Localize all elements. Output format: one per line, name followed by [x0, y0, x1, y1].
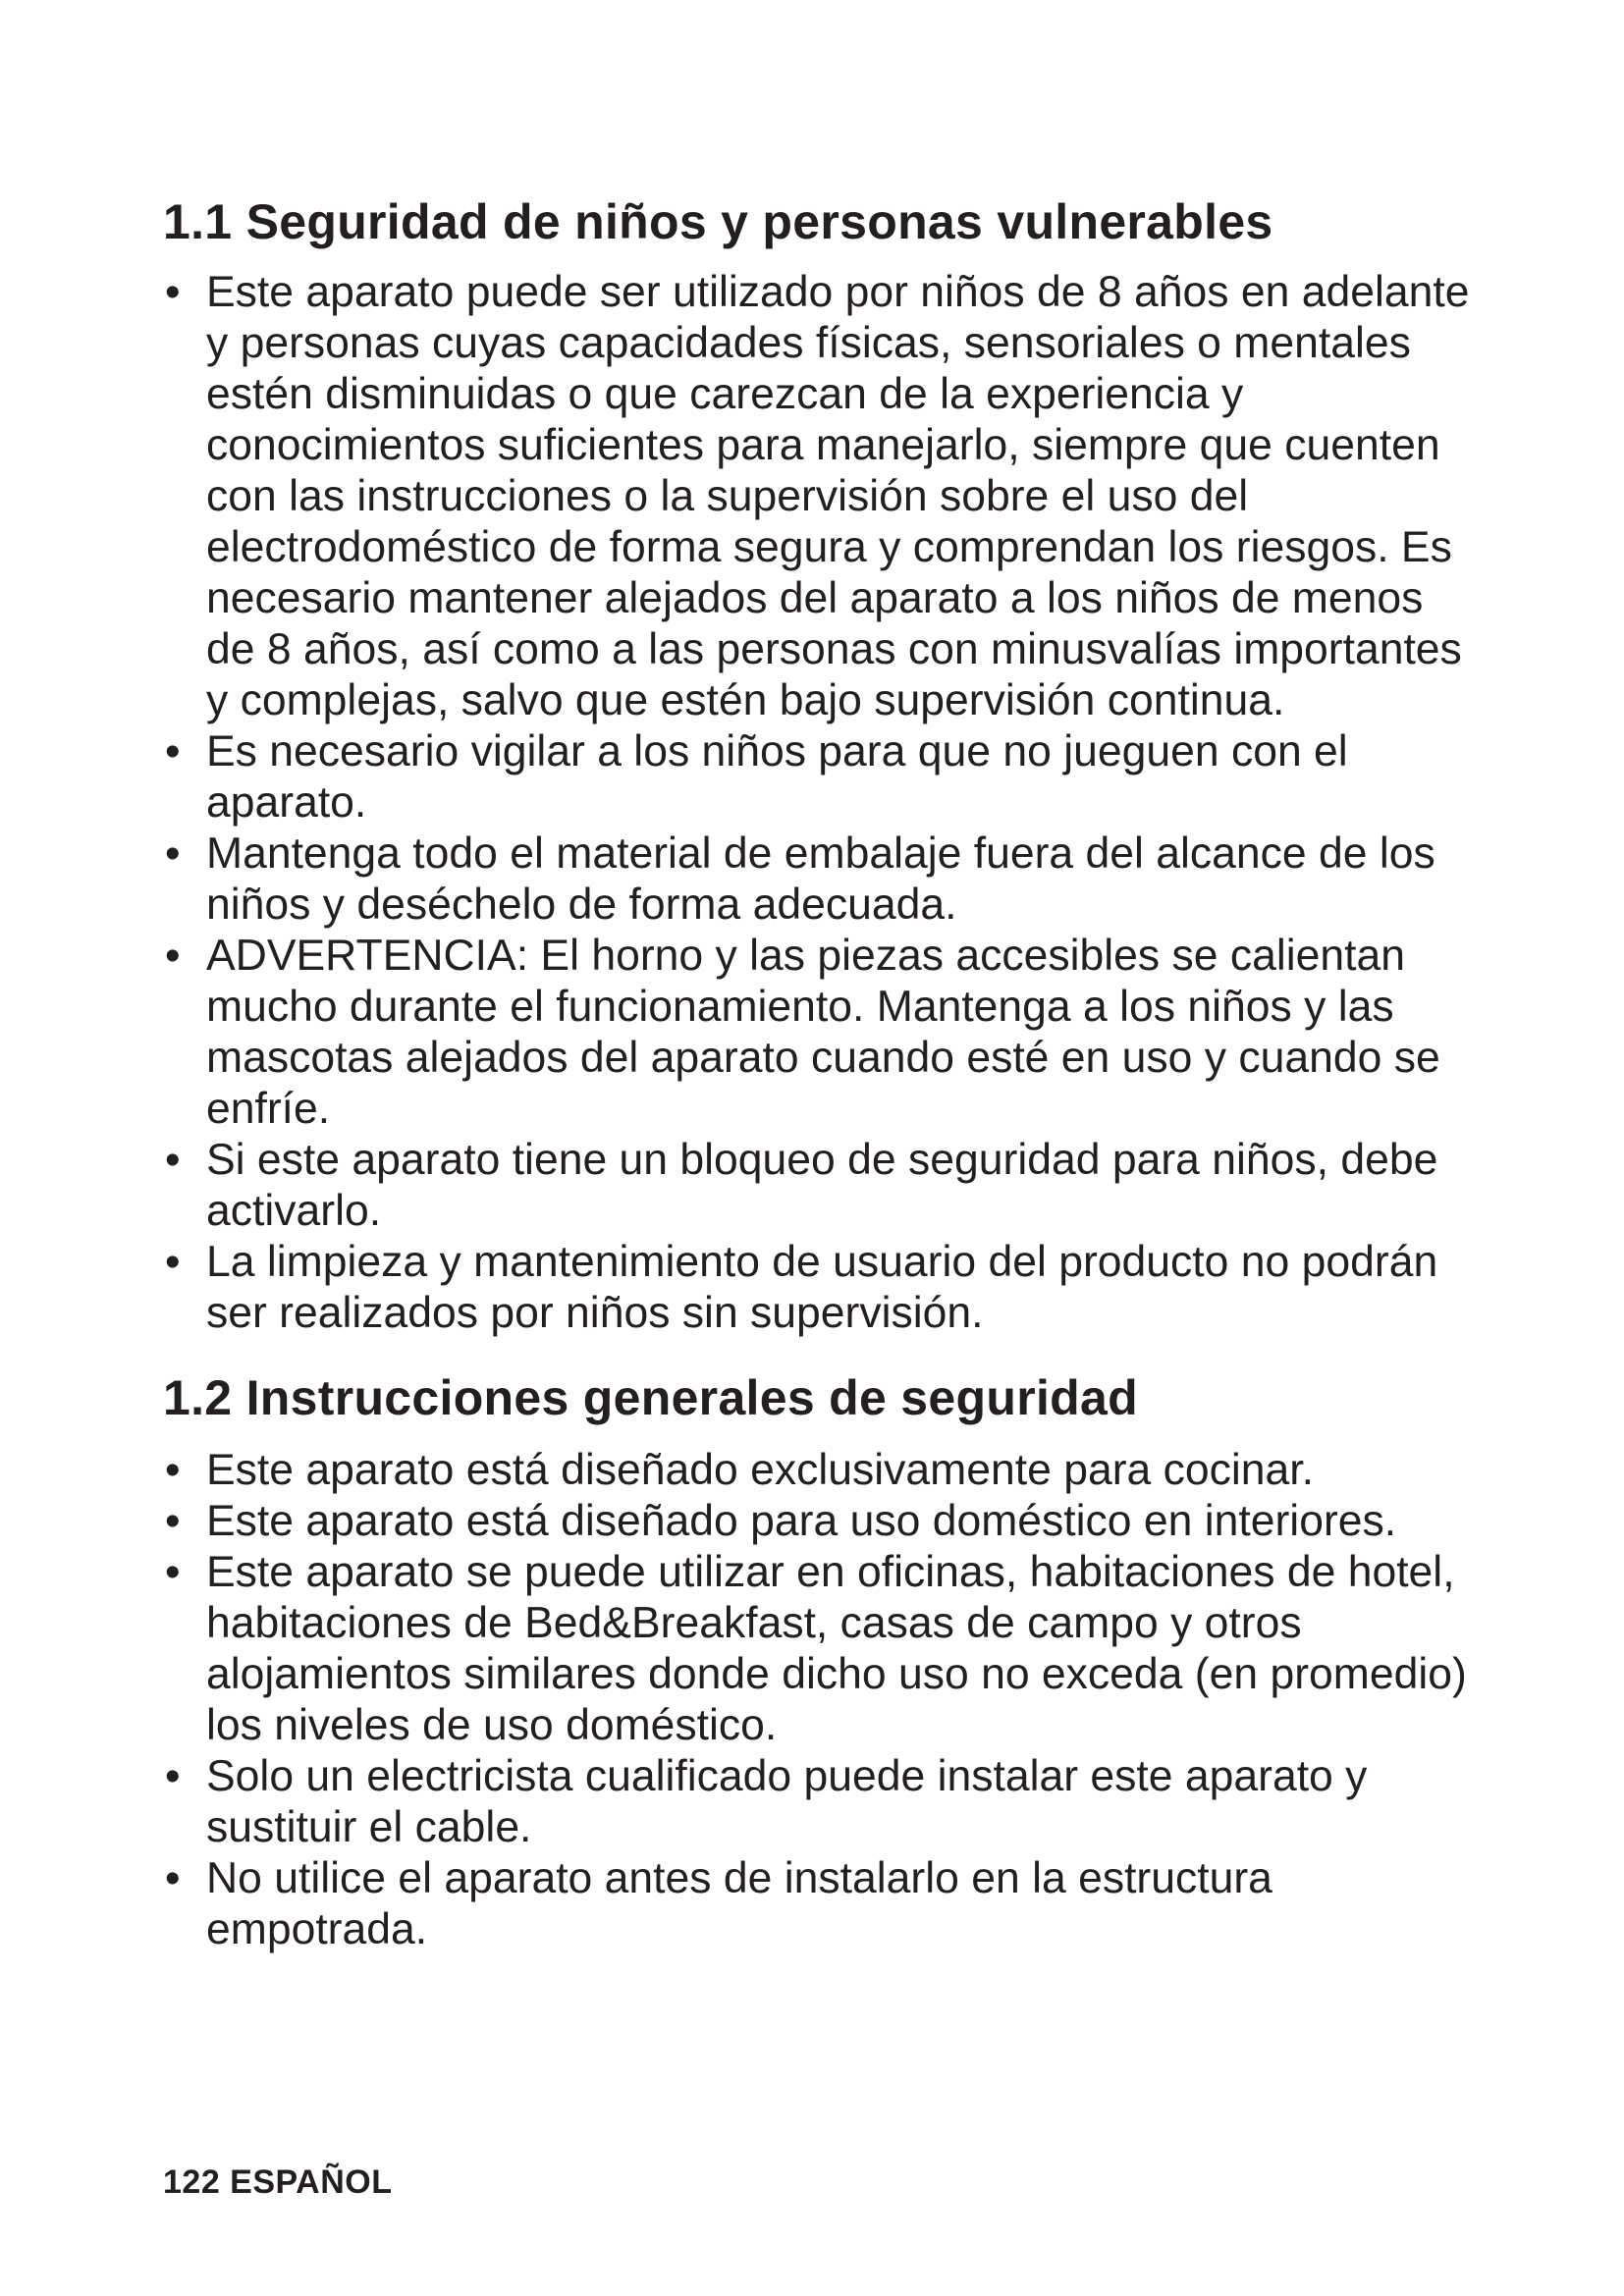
list-item-text: La limpieza y mantenimiento de usuario del producto no podrán ser realizados por niños sin supervisión. [206, 1238, 1438, 1337]
list-item [163, 1751, 1479, 1853]
bullet-icon: • [165, 1238, 181, 1286]
bullet-icon: • [165, 932, 181, 980]
list-item-text: ADVERTENCIA: El horno y las piezas accesibles se calientan mucho durante el funcionamiento. Mantenga a los niños y las mascotas alejados del aparato cuando esté en uso y cuando se enfríe. [206, 932, 1440, 1133]
list-item [163, 267, 1479, 726]
bullet-icon: • [165, 727, 181, 775]
list-item [163, 931, 1479, 1135]
list-item-text: Mantenga todo el material de embalaje fuera del alcance de los niños y deséchelo de forma adecuada. [206, 829, 1435, 929]
bullet-icon: • [165, 1136, 181, 1184]
list-item-text: Este aparato se puede utilizar en oficinas, habitaciones de hotel, habitaciones de Bed&Breakfast, casas de campo y otros alojamientos similares donde dicho uso no exceda (en promedio) los niveles de uso doméstico. [206, 1548, 1467, 1749]
bullet-icon: • [165, 268, 181, 316]
list-item-text: Es necesario vigilar a los niños para que no jueguen con el aparato. [206, 727, 1348, 827]
list-item [163, 1135, 1479, 1237]
list-item-text: Si este aparato tiene un bloqueo de seguridad para niños, debe activarlo. [206, 1136, 1438, 1235]
section-title-child-safety: 1.1 Seguridad de niños y personas vulnerables [163, 194, 1273, 249]
list-item [163, 726, 1479, 828]
list-item [163, 1237, 1479, 1339]
bullet-icon: • [165, 1548, 181, 1596]
list-item [163, 1496, 1479, 1547]
list-item-text: Este aparato puede ser utilizado por niños de 8 años en adelante y personas cuyas capacidades físicas, sensoriales o mentales estén disminuidas o que carezcan de la experiencia y conocimientos suficientes para manejarlo, siempre que cuenten con las instrucciones o la supervisión sobre el uso del electrodoméstico de forma segura y comprendan los riesgos. Es necesario mantener alejados del aparato a los niños de menos de 8 años, así como a las personas con minusvalías importantes y complejas, salvo que estén bajo supervisión continua. [206, 268, 1470, 724]
list-item-text: Este aparato está diseñado exclusivamente para cocinar. [206, 1446, 1315, 1494]
general-safety-list [163, 1445, 1479, 1955]
list-item [163, 1853, 1479, 1955]
bullet-icon: • [165, 1497, 181, 1545]
list-item [163, 828, 1479, 931]
list-item-text: Este aparato está diseñado para uso doméstico en interiores. [206, 1497, 1397, 1545]
list-item-text: No utilice el aparato antes de instalarlo en la estructura empotrada. [206, 1854, 1272, 1953]
page-footer: 122 ESPAÑOL [163, 2163, 393, 2201]
document-page [163, 192, 1479, 1955]
child-safety-list [163, 267, 1479, 1339]
list-item-text: Solo un electricista cualificado puede instalar este aparato y sustituir el cable. [206, 1752, 1368, 1851]
list-item [163, 1547, 1479, 1751]
bullet-icon: • [165, 1854, 181, 1902]
bullet-icon: • [165, 829, 181, 878]
section-title-general-safety: 1.2 Instrucciones generales de seguridad [163, 1370, 1138, 1425]
bullet-icon: • [165, 1752, 181, 1800]
list-item [163, 1445, 1479, 1496]
bullet-icon: • [165, 1446, 181, 1494]
